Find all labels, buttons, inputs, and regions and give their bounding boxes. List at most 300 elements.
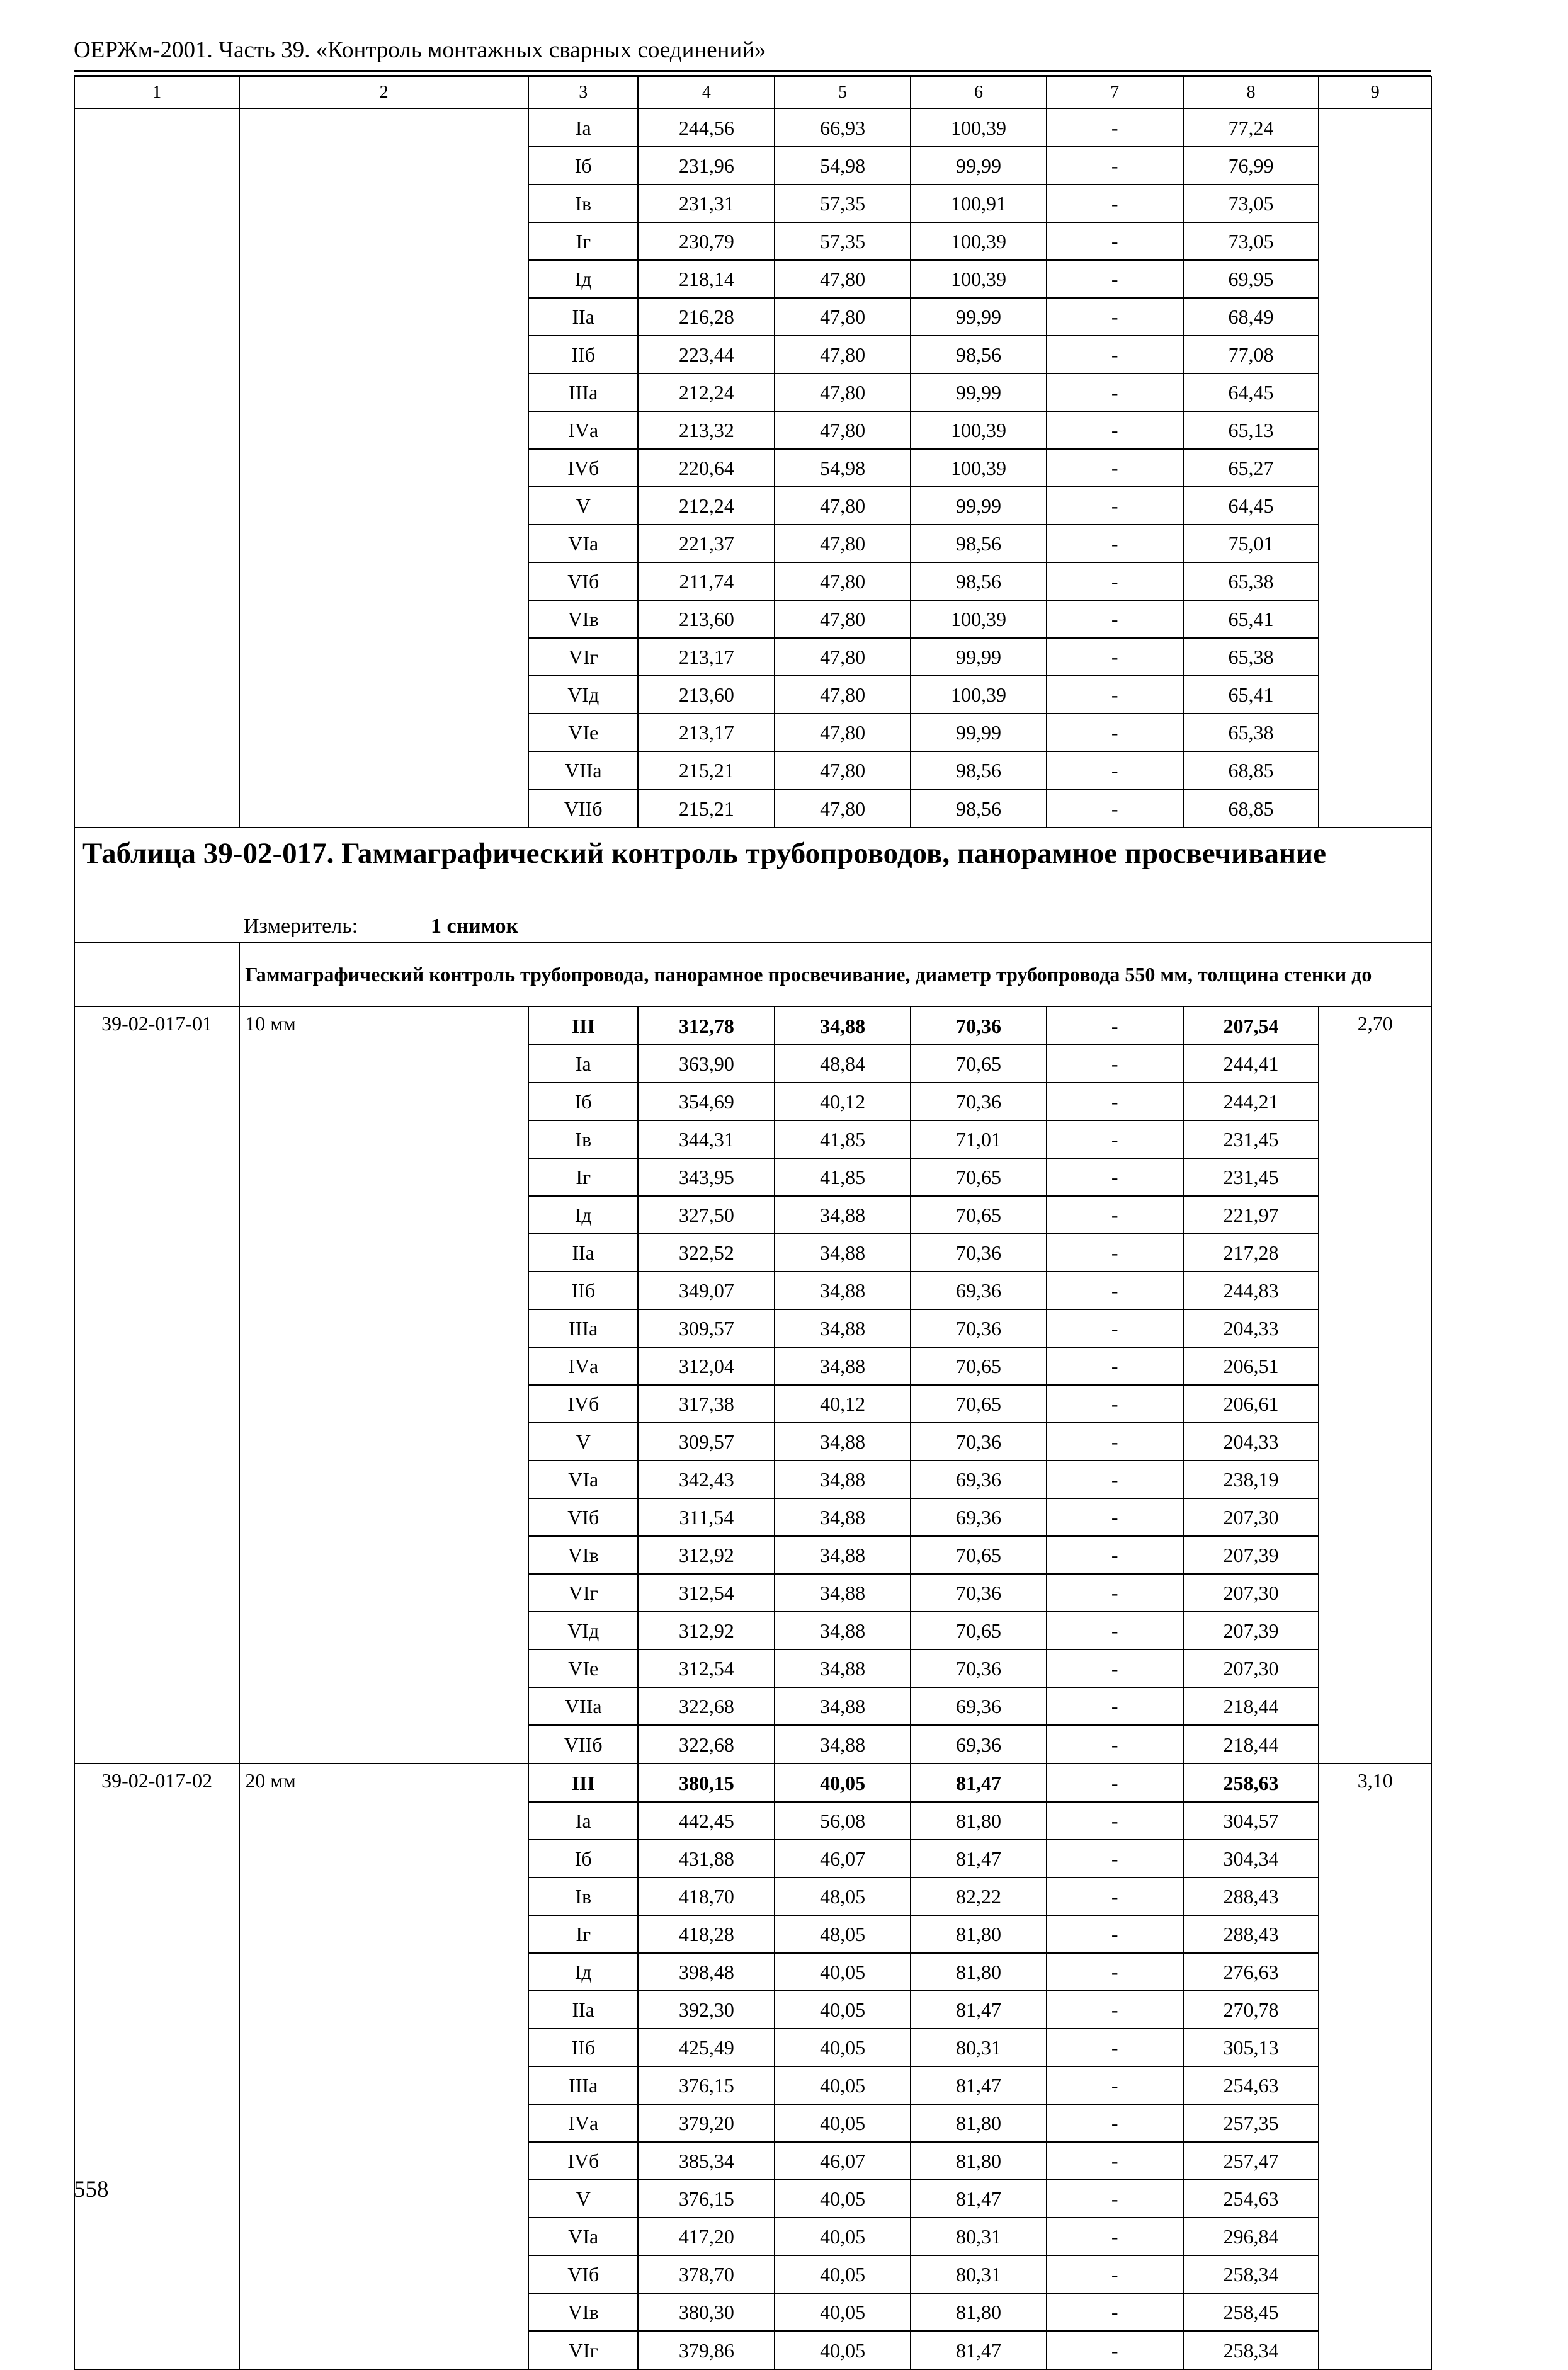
cost-total-cell: 349,07	[638, 1272, 775, 1309]
name-cell	[239, 562, 528, 600]
cost-total-cell: 322,68	[638, 1687, 775, 1725]
cost-materials-cell: 68,49	[1183, 298, 1319, 336]
cost-machines-cell: 70,65	[911, 1385, 1047, 1423]
name-cell	[239, 751, 528, 789]
coefficient-cell	[1319, 487, 1431, 525]
cost-machines-cell: 70,65	[911, 1536, 1047, 1574]
table-row	[74, 1991, 1431, 2029]
cost-labor-cell: 40,05	[775, 2331, 911, 2369]
cost-machines-cell: 99,99	[911, 714, 1047, 751]
cost-total-cell: 385,34	[638, 2142, 775, 2180]
name-cell	[239, 185, 528, 222]
cost-drivers-cell: -	[1047, 108, 1183, 147]
cost-total-cell: 231,31	[638, 185, 775, 222]
table-row	[74, 1120, 1431, 1158]
cost-total-cell: 431,88	[638, 1840, 775, 1877]
cost-drivers-cell: -	[1047, 336, 1183, 373]
code-cell	[74, 1915, 239, 1953]
cost-materials-cell: 258,63	[1183, 1763, 1319, 1802]
cost-machines-cell: 70,36	[911, 1309, 1047, 1347]
zone-cell: Iд	[528, 260, 638, 298]
name-cell	[239, 222, 528, 260]
name-cell	[239, 1045, 528, 1083]
cost-machines-cell: 81,80	[911, 2104, 1047, 2142]
name-cell	[239, 2066, 528, 2104]
cost-drivers-cell: -	[1047, 714, 1183, 751]
cost-materials-cell: 244,83	[1183, 1272, 1319, 1309]
coefficient-cell	[1319, 676, 1431, 714]
cost-materials-cell: 64,45	[1183, 373, 1319, 411]
code-cell	[74, 1083, 239, 1120]
name-cell	[239, 373, 528, 411]
cost-total-cell: 216,28	[638, 298, 775, 336]
cost-materials-cell: 244,41	[1183, 1045, 1319, 1083]
name-cell	[239, 600, 528, 638]
cost-total-cell: 417,20	[638, 2218, 775, 2255]
cost-total-cell: 425,49	[638, 2029, 775, 2066]
cost-labor-cell: 46,07	[775, 2142, 911, 2180]
name-cell	[239, 1877, 528, 1915]
measure-label: Измеритель:	[244, 914, 358, 938]
zone-cell: Iв	[528, 185, 638, 222]
cost-total-cell: 398,48	[638, 1953, 775, 1991]
cost-total-cell: 220,64	[638, 449, 775, 487]
name-cell	[239, 1461, 528, 1498]
name-cell	[239, 1725, 528, 1763]
cost-materials-cell: 73,05	[1183, 222, 1319, 260]
table-title-row	[74, 828, 1431, 911]
table-row	[74, 1272, 1431, 1309]
name-cell	[239, 1915, 528, 1953]
code-cell	[74, 411, 239, 449]
zone-cell: VIб	[528, 1498, 638, 1536]
code-cell	[74, 1234, 239, 1272]
coefficient-cell	[1319, 2255, 1431, 2293]
cost-drivers-cell: -	[1047, 1991, 1183, 2029]
cost-labor-cell: 47,80	[775, 676, 911, 714]
cost-materials-cell: 65,38	[1183, 714, 1319, 751]
code-cell: 39-02-017-01	[74, 1006, 239, 1045]
code-cell	[74, 336, 239, 373]
cost-total-cell: 344,31	[638, 1120, 775, 1158]
cost-machines-cell: 69,36	[911, 1725, 1047, 1763]
zone-cell: VIд	[528, 1612, 638, 1649]
code-cell	[74, 751, 239, 789]
cost-machines-cell: 100,39	[911, 260, 1047, 298]
cost-materials-cell: 65,41	[1183, 676, 1319, 714]
code-cell	[74, 1309, 239, 1347]
cost-machines-cell: 98,56	[911, 789, 1047, 828]
code-cell	[74, 373, 239, 411]
cost-materials-cell: 207,39	[1183, 1612, 1319, 1649]
code-cell	[74, 2029, 239, 2066]
cost-total-cell: 354,69	[638, 1083, 775, 1120]
coefficient-cell	[1319, 1612, 1431, 1649]
coefficient-cell	[1319, 1461, 1431, 1498]
coefficient-cell	[1319, 1649, 1431, 1687]
table-row	[74, 638, 1431, 676]
cost-total-cell: 322,52	[638, 1234, 775, 1272]
coefficient-cell	[1319, 638, 1431, 676]
zone-cell: IIа	[528, 298, 638, 336]
cost-total-cell: 312,54	[638, 1574, 775, 1612]
cost-materials-cell: 73,05	[1183, 185, 1319, 222]
cost-drivers-cell: -	[1047, 411, 1183, 449]
table-row	[74, 1385, 1431, 1423]
cost-machines-cell: 99,99	[911, 487, 1047, 525]
coefficient-cell	[1319, 1802, 1431, 1840]
column-number: 1	[74, 77, 239, 108]
cost-labor-cell: 48,05	[775, 1915, 911, 1953]
cost-machines-cell: 100,91	[911, 185, 1047, 222]
cost-machines-cell: 81,80	[911, 1915, 1047, 1953]
cost-labor-cell: 40,05	[775, 2029, 911, 2066]
cost-machines-cell: 98,56	[911, 525, 1047, 562]
coefficient-cell	[1319, 1045, 1431, 1083]
code-cell	[74, 562, 239, 600]
name-cell	[239, 1991, 528, 2029]
cost-labor-cell: 34,88	[775, 1196, 911, 1234]
zone-cell: V	[528, 1423, 638, 1461]
coefficient-cell	[1319, 2331, 1431, 2369]
zone-cell: VIг	[528, 638, 638, 676]
cost-drivers-cell: -	[1047, 2029, 1183, 2066]
cost-materials-cell: 231,45	[1183, 1158, 1319, 1196]
name-cell	[239, 1309, 528, 1347]
zone-cell: V	[528, 487, 638, 525]
code-cell	[74, 2104, 239, 2142]
table-row	[74, 1196, 1431, 1234]
cost-labor-cell: 40,05	[775, 2180, 911, 2218]
cost-drivers-cell: -	[1047, 487, 1183, 525]
cost-materials-cell: 206,51	[1183, 1347, 1319, 1385]
measure-row	[74, 911, 1431, 942]
cost-machines-cell: 98,56	[911, 751, 1047, 789]
name-cell	[239, 108, 528, 147]
cost-drivers-cell: -	[1047, 185, 1183, 222]
cost-total-cell: 378,70	[638, 2255, 775, 2293]
zone-cell: IIIа	[528, 1309, 638, 1347]
cost-labor-cell: 66,93	[775, 108, 911, 147]
coefficient-cell	[1319, 1915, 1431, 1953]
cost-materials-cell: 217,28	[1183, 1234, 1319, 1272]
name-cell	[239, 2180, 528, 2218]
cost-materials-cell: 207,30	[1183, 1574, 1319, 1612]
cost-machines-cell: 98,56	[911, 336, 1047, 373]
cost-labor-cell: 34,88	[775, 1461, 911, 1498]
name-cell	[239, 2255, 528, 2293]
zone-cell: VIв	[528, 2293, 638, 2331]
column-number: 2	[239, 77, 528, 108]
cost-drivers-cell: -	[1047, 2331, 1183, 2369]
cost-labor-cell: 34,88	[775, 1649, 911, 1687]
table-row	[74, 2066, 1431, 2104]
code-cell	[74, 600, 239, 638]
table-row	[74, 298, 1431, 336]
cost-drivers-cell: -	[1047, 1536, 1183, 1574]
cost-drivers-cell: -	[1047, 1234, 1183, 1272]
cost-machines-cell: 99,99	[911, 373, 1047, 411]
cost-labor-cell: 40,05	[775, 1953, 911, 1991]
name-cell	[239, 260, 528, 298]
zone-cell: IIIа	[528, 373, 638, 411]
coefficient-cell	[1319, 2104, 1431, 2142]
cost-labor-cell: 34,88	[775, 1574, 911, 1612]
coefficient-cell	[1319, 260, 1431, 298]
coefficient-cell	[1319, 1309, 1431, 1347]
cost-materials-cell: 254,63	[1183, 2180, 1319, 2218]
zone-cell: IVб	[528, 449, 638, 487]
cost-materials-cell: 65,13	[1183, 411, 1319, 449]
code-cell	[74, 1196, 239, 1234]
cost-machines-cell: 99,99	[911, 298, 1047, 336]
name-cell	[239, 1158, 528, 1196]
zone-cell: III	[528, 1763, 638, 1802]
cost-total-cell: 212,24	[638, 487, 775, 525]
cost-materials-cell: 204,33	[1183, 1309, 1319, 1347]
code-cell	[74, 487, 239, 525]
code-cell	[74, 1612, 239, 1649]
empty-cell	[74, 942, 239, 1006]
zone-cell: VIб	[528, 562, 638, 600]
coefficient-cell	[1319, 449, 1431, 487]
cost-total-cell: 309,57	[638, 1309, 775, 1347]
code-cell	[74, 2255, 239, 2293]
cost-materials-cell: 69,95	[1183, 260, 1319, 298]
cost-machines-cell: 80,31	[911, 2029, 1047, 2066]
coefficient-cell	[1319, 1574, 1431, 1612]
cost-total-cell: 213,17	[638, 638, 775, 676]
name-cell	[239, 525, 528, 562]
cost-labor-cell: 40,05	[775, 2218, 911, 2255]
cost-materials-cell: 304,34	[1183, 1840, 1319, 1877]
name-cell	[239, 1840, 528, 1877]
name-cell	[239, 1649, 528, 1687]
cost-labor-cell: 41,85	[775, 1158, 911, 1196]
cost-total-cell: 221,37	[638, 525, 775, 562]
cost-materials-cell: 65,27	[1183, 449, 1319, 487]
table-row	[74, 1802, 1431, 1840]
name-cell	[239, 1083, 528, 1120]
cost-machines-cell: 81,80	[911, 1953, 1047, 1991]
cost-machines-cell: 82,22	[911, 1877, 1047, 1915]
name-cell	[239, 2104, 528, 2142]
cost-materials-cell: 296,84	[1183, 2218, 1319, 2255]
zone-cell: VIIа	[528, 751, 638, 789]
code-cell	[74, 1725, 239, 1763]
cost-drivers-cell: -	[1047, 1915, 1183, 1953]
cost-machines-cell: 81,80	[911, 2142, 1047, 2180]
coefficient-cell	[1319, 1347, 1431, 1385]
cost-materials-cell: 258,34	[1183, 2255, 1319, 2293]
name-cell	[239, 1385, 528, 1423]
cost-materials-cell: 76,99	[1183, 147, 1319, 185]
cost-labor-cell: 34,88	[775, 1687, 911, 1725]
coefficient-cell: 2,70	[1319, 1006, 1431, 1045]
name-cell	[239, 2293, 528, 2331]
name-cell	[239, 487, 528, 525]
cost-machines-cell: 69,36	[911, 1461, 1047, 1498]
coefficient-cell	[1319, 1536, 1431, 1574]
cost-total-cell: 212,24	[638, 373, 775, 411]
cost-total-cell: 215,21	[638, 751, 775, 789]
name-cell	[239, 2029, 528, 2066]
coefficient-cell	[1319, 1953, 1431, 1991]
cost-drivers-cell: -	[1047, 1461, 1183, 1498]
zone-cell: IVа	[528, 411, 638, 449]
cost-materials-cell: 206,61	[1183, 1385, 1319, 1423]
table-row	[74, 1612, 1431, 1649]
name-cell	[239, 1574, 528, 1612]
cost-labor-cell: 40,05	[775, 1763, 911, 1802]
code-cell	[74, 1120, 239, 1158]
cost-total-cell: 312,54	[638, 1649, 775, 1687]
code-cell	[74, 1045, 239, 1083]
cost-machines-cell: 81,47	[911, 1991, 1047, 2029]
zone-cell: VIв	[528, 600, 638, 638]
table-row	[74, 260, 1431, 298]
name-cell: 10 мм	[239, 1006, 528, 1045]
cost-machines-cell: 70,36	[911, 1423, 1047, 1461]
table-row	[74, 411, 1431, 449]
coefficient-cell	[1319, 1877, 1431, 1915]
cost-materials-cell: 204,33	[1183, 1423, 1319, 1461]
coefficient-cell	[1319, 2293, 1431, 2331]
code-cell	[74, 1498, 239, 1536]
table-row	[74, 185, 1431, 222]
cost-materials-cell: 207,30	[1183, 1498, 1319, 1536]
cost-machines-cell: 70,65	[911, 1045, 1047, 1083]
zone-cell: V	[528, 2180, 638, 2218]
zone-cell: Iг	[528, 1915, 638, 1953]
cost-machines-cell: 100,39	[911, 600, 1047, 638]
cost-total-cell: 312,04	[638, 1347, 775, 1385]
cost-drivers-cell: -	[1047, 1802, 1183, 1840]
cost-labor-cell: 34,88	[775, 1234, 911, 1272]
cost-materials-cell: 77,08	[1183, 336, 1319, 373]
coefficient-cell	[1319, 108, 1431, 147]
cost-machines-cell: 80,31	[911, 2218, 1047, 2255]
cost-machines-cell: 100,39	[911, 676, 1047, 714]
cost-materials-cell: 288,43	[1183, 1915, 1319, 1953]
zone-cell: VIа	[528, 2218, 638, 2255]
cost-drivers-cell: -	[1047, 1498, 1183, 1536]
coefficient-cell	[1319, 1158, 1431, 1196]
cost-drivers-cell: -	[1047, 1423, 1183, 1461]
cost-total-cell: 213,60	[638, 600, 775, 638]
column-number: 4	[638, 77, 775, 108]
cost-labor-cell: 40,05	[775, 2104, 911, 2142]
table-row	[74, 1649, 1431, 1687]
code-cell	[74, 1536, 239, 1574]
cost-total-cell: 312,92	[638, 1612, 775, 1649]
code-cell	[74, 1802, 239, 1840]
name-cell	[239, 1498, 528, 1536]
cost-total-cell: 418,28	[638, 1915, 775, 1953]
name-cell	[239, 147, 528, 185]
code-cell	[74, 449, 239, 487]
cost-drivers-cell: -	[1047, 638, 1183, 676]
cost-total-cell: 342,43	[638, 1461, 775, 1498]
cost-drivers-cell: -	[1047, 1045, 1183, 1083]
coefficient-cell	[1319, 1498, 1431, 1536]
name-cell	[239, 789, 528, 828]
name-cell	[239, 1347, 528, 1385]
code-cell	[74, 1347, 239, 1385]
cost-machines-cell: 70,36	[911, 1234, 1047, 1272]
coefficient-cell: 3,10	[1319, 1763, 1431, 1802]
zone-cell: IVа	[528, 1347, 638, 1385]
cost-drivers-cell: -	[1047, 1953, 1183, 1991]
cost-drivers-cell: -	[1047, 2142, 1183, 2180]
coefficient-cell	[1319, 1991, 1431, 2029]
cost-machines-cell: 99,99	[911, 147, 1047, 185]
code-cell	[74, 525, 239, 562]
coefficient-cell	[1319, 411, 1431, 449]
cost-materials-cell: 77,24	[1183, 108, 1319, 147]
cost-labor-cell: 47,80	[775, 260, 911, 298]
cost-total-cell: 213,32	[638, 411, 775, 449]
table-row	[74, 676, 1431, 714]
cost-machines-cell: 70,36	[911, 1083, 1047, 1120]
cost-drivers-cell: -	[1047, 1083, 1183, 1120]
cost-materials-cell: 304,57	[1183, 1802, 1319, 1840]
zone-cell: Iа	[528, 1802, 638, 1840]
column-number: 7	[1047, 77, 1183, 108]
zone-cell: Iд	[528, 1196, 638, 1234]
column-number: 3	[528, 77, 638, 108]
cost-machines-cell: 70,65	[911, 1158, 1047, 1196]
zone-cell: Iг	[528, 222, 638, 260]
table-row	[74, 1423, 1431, 1461]
table-row	[74, 222, 1431, 260]
coefficient-cell	[1319, 525, 1431, 562]
cost-total-cell: 312,78	[638, 1006, 775, 1045]
coefficient-cell	[1319, 1272, 1431, 1309]
code-cell	[74, 1385, 239, 1423]
table-row	[74, 1725, 1431, 1763]
cost-labor-cell: 56,08	[775, 1802, 911, 1840]
cost-materials-cell: 257,47	[1183, 2142, 1319, 2180]
cost-machines-cell: 69,36	[911, 1687, 1047, 1725]
zone-cell: VIг	[528, 2331, 638, 2369]
cost-drivers-cell: -	[1047, 1574, 1183, 1612]
coefficient-cell	[1319, 2218, 1431, 2255]
zone-cell: Iб	[528, 1083, 638, 1120]
cost-labor-cell: 34,88	[775, 1612, 911, 1649]
cost-materials-cell: 288,43	[1183, 1877, 1319, 1915]
code-cell	[74, 1991, 239, 2029]
zone-cell: IVа	[528, 2104, 638, 2142]
cost-labor-cell: 40,12	[775, 1385, 911, 1423]
table-row	[74, 1347, 1431, 1385]
cost-labor-cell: 57,35	[775, 222, 911, 260]
table-row	[74, 336, 1431, 373]
cost-materials-cell: 65,38	[1183, 638, 1319, 676]
code-cell	[74, 789, 239, 828]
zone-cell: Iг	[528, 1158, 638, 1196]
cost-labor-cell: 47,80	[775, 562, 911, 600]
name-cell	[239, 2218, 528, 2255]
table-row	[74, 2142, 1431, 2180]
cost-drivers-cell: -	[1047, 1763, 1183, 1802]
table-row	[74, 449, 1431, 487]
coefficient-cell	[1319, 147, 1431, 185]
name-cell	[239, 1536, 528, 1574]
cost-drivers-cell: -	[1047, 600, 1183, 638]
cost-labor-cell: 34,88	[775, 1536, 911, 1574]
column-number: 6	[911, 77, 1047, 108]
